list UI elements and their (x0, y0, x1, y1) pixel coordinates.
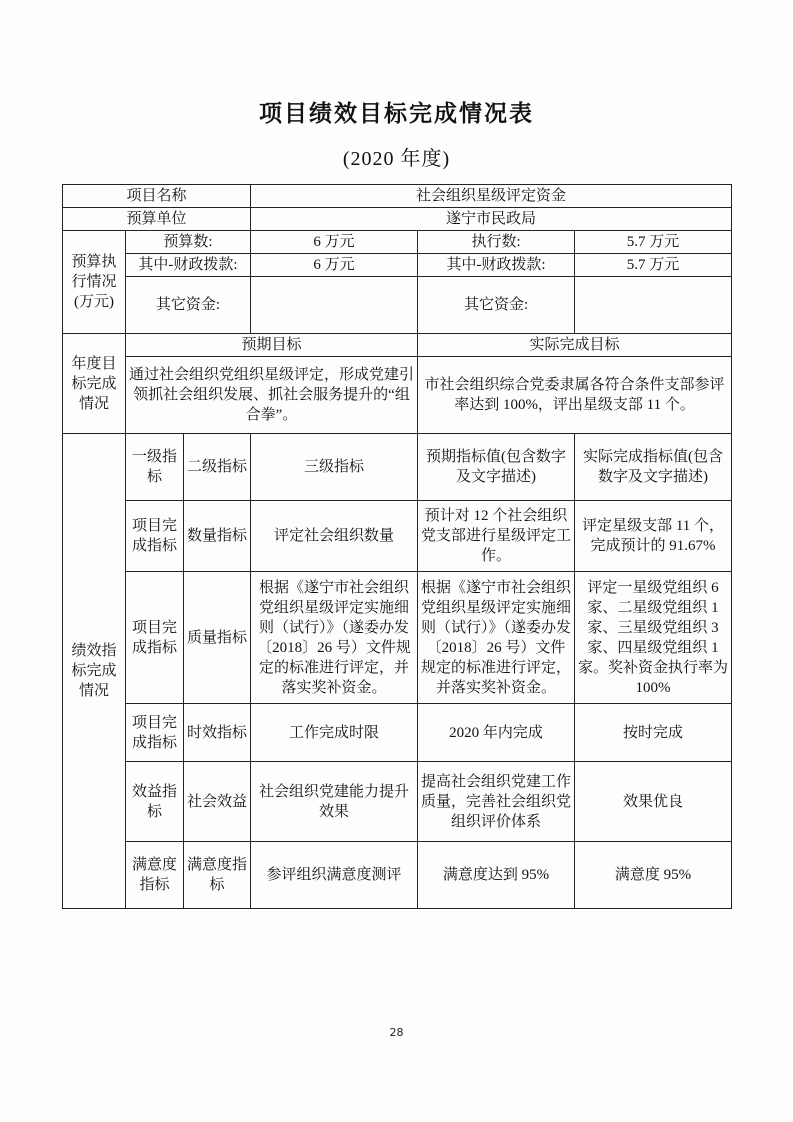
budget-other-label: 其它资金: (126, 277, 251, 334)
budget-other-value (251, 277, 418, 334)
actual-value-header: 实际完成指标值(包含数字及文字描述) (575, 434, 732, 501)
execution-other-label: 其它资金: (418, 277, 575, 334)
execution-amount-label: 执行数: (418, 231, 575, 254)
project-name-value: 社会组织星级评定资金 (251, 185, 732, 208)
indicator-level3-cell: 工作完成时限 (251, 704, 418, 762)
indicator-expected-cell: 2020 年内完成 (418, 704, 575, 762)
budget-unit-row (63, 208, 732, 231)
expected-target-header: 预期目标 (126, 334, 418, 357)
indicator-level3-cell: 评定社会组织数量 (251, 501, 418, 572)
indicator-expected-cell: 预计对 12 个社会组织党支部进行星级评定工作。 (418, 501, 575, 572)
indicator-level1-cell: 效益指标 (126, 762, 184, 842)
indicator-level2-cell: 社会效益 (184, 762, 251, 842)
execution-fiscal-label: 其中-财政拨款: (418, 254, 575, 277)
indicator-level2-cell: 数量指标 (184, 501, 251, 572)
page-number: 28 (389, 1026, 404, 1039)
indicator-row-satisfaction (63, 842, 732, 909)
performance-target-table (62, 184, 732, 909)
indicator-level3-cell: 根据《遂宁市社会组织党组织星级评定实施细则（试行）》（遂委办发〔2018〕26 号）文件规定的标准进行评定，并落实奖补资金。 (251, 572, 418, 704)
indicator-row-quality (63, 572, 732, 704)
annual-target-content-row (63, 357, 732, 434)
indicator-section-label: 绩效指标完成情况 (63, 434, 126, 909)
indicator-row-benefit (63, 762, 732, 842)
indicator-actual-cell: 按时完成 (575, 704, 732, 762)
budget-amount-value: 6 万元 (251, 231, 418, 254)
level1-header: 一级指标 (126, 434, 184, 501)
page-title: 项目绩效目标完成情况表 (259, 101, 534, 126)
indicator-actual-cell: 评定一星级党组织 6 家、二星级党组织 1 家、三星级党组织 3 家、四星级党组织 1 家。奖补资金执行率为 100% (575, 572, 732, 704)
project-name-row (63, 185, 732, 208)
indicator-header-row (63, 434, 732, 501)
execution-other-value (575, 277, 732, 334)
level2-header: 二级指标 (184, 434, 251, 501)
annual-target-section-label: 年度目标完成情况 (63, 334, 126, 434)
indicator-level2-cell: 质量指标 (184, 572, 251, 704)
indicator-expected-cell: 提高社会组织党建工作质量，完善社会组织党组织评价体系 (418, 762, 575, 842)
indicator-actual-cell: 评定星级支部 11 个，完成预计的 91.67% (575, 501, 732, 572)
budget-row-other (63, 277, 732, 334)
indicator-level1-cell: 项目完成指标 (126, 501, 184, 572)
indicator-level1-cell: 项目完成指标 (126, 704, 184, 762)
indicator-expected-cell: 根据《遂宁市社会组织党组织星级评定实施细则（试行）》（遂委办发〔2018〕26 号）文件规定的标准进行评定，并落实奖补资金。 (418, 572, 575, 704)
indicator-level3-cell: 社会组织党建能力提升效果 (251, 762, 418, 842)
indicator-expected-cell: 满意度达到 95% (418, 842, 575, 909)
budget-row-total (63, 231, 732, 254)
budget-unit-value: 遂宁市民政局 (251, 208, 732, 231)
budget-amount-label: 预算数: (126, 231, 251, 254)
annual-target-header-row (63, 334, 732, 357)
execution-fiscal-value: 5.7 万元 (575, 254, 732, 277)
actual-target-header: 实际完成目标 (418, 334, 732, 357)
budget-row-fiscal (63, 254, 732, 277)
budget-section-label: 预算执行情况(万元) (63, 231, 126, 334)
indicator-actual-cell: 满意度 95% (575, 842, 732, 909)
indicator-level3-cell: 参评组织满意度测评 (251, 842, 418, 909)
page-subtitle: (2020 年度) (342, 148, 451, 170)
indicator-level1-cell: 项目完成指标 (126, 572, 184, 704)
indicator-row-quantity (63, 501, 732, 572)
project-name-label: 项目名称 (63, 185, 251, 208)
indicator-row-time (63, 704, 732, 762)
level3-header: 三级指标 (251, 434, 418, 501)
expected-value-header: 预期指标值(包含数字及文字描述) (418, 434, 575, 501)
indicator-level2-cell: 时效指标 (184, 704, 251, 762)
indicator-level2-cell: 满意度指标 (184, 842, 251, 909)
execution-amount-value: 5.7 万元 (575, 231, 732, 254)
actual-target-text: 市社会组织综合党委隶属各符合条件支部参评率达到 100%，评出星级支部 11 个。 (418, 357, 732, 434)
indicator-level1-cell: 满意度指标 (126, 842, 184, 909)
budget-fiscal-value: 6 万元 (251, 254, 418, 277)
expected-target-text: 通过社会组织党组织星级评定，形成党建引领抓社会组织发展、抓社会服务提升的“组合拳”。 (126, 357, 418, 434)
indicator-actual-cell: 效果优良 (575, 762, 732, 842)
budget-fiscal-label: 其中-财政拨款: (126, 254, 251, 277)
budget-unit-label: 预算单位 (63, 208, 251, 231)
